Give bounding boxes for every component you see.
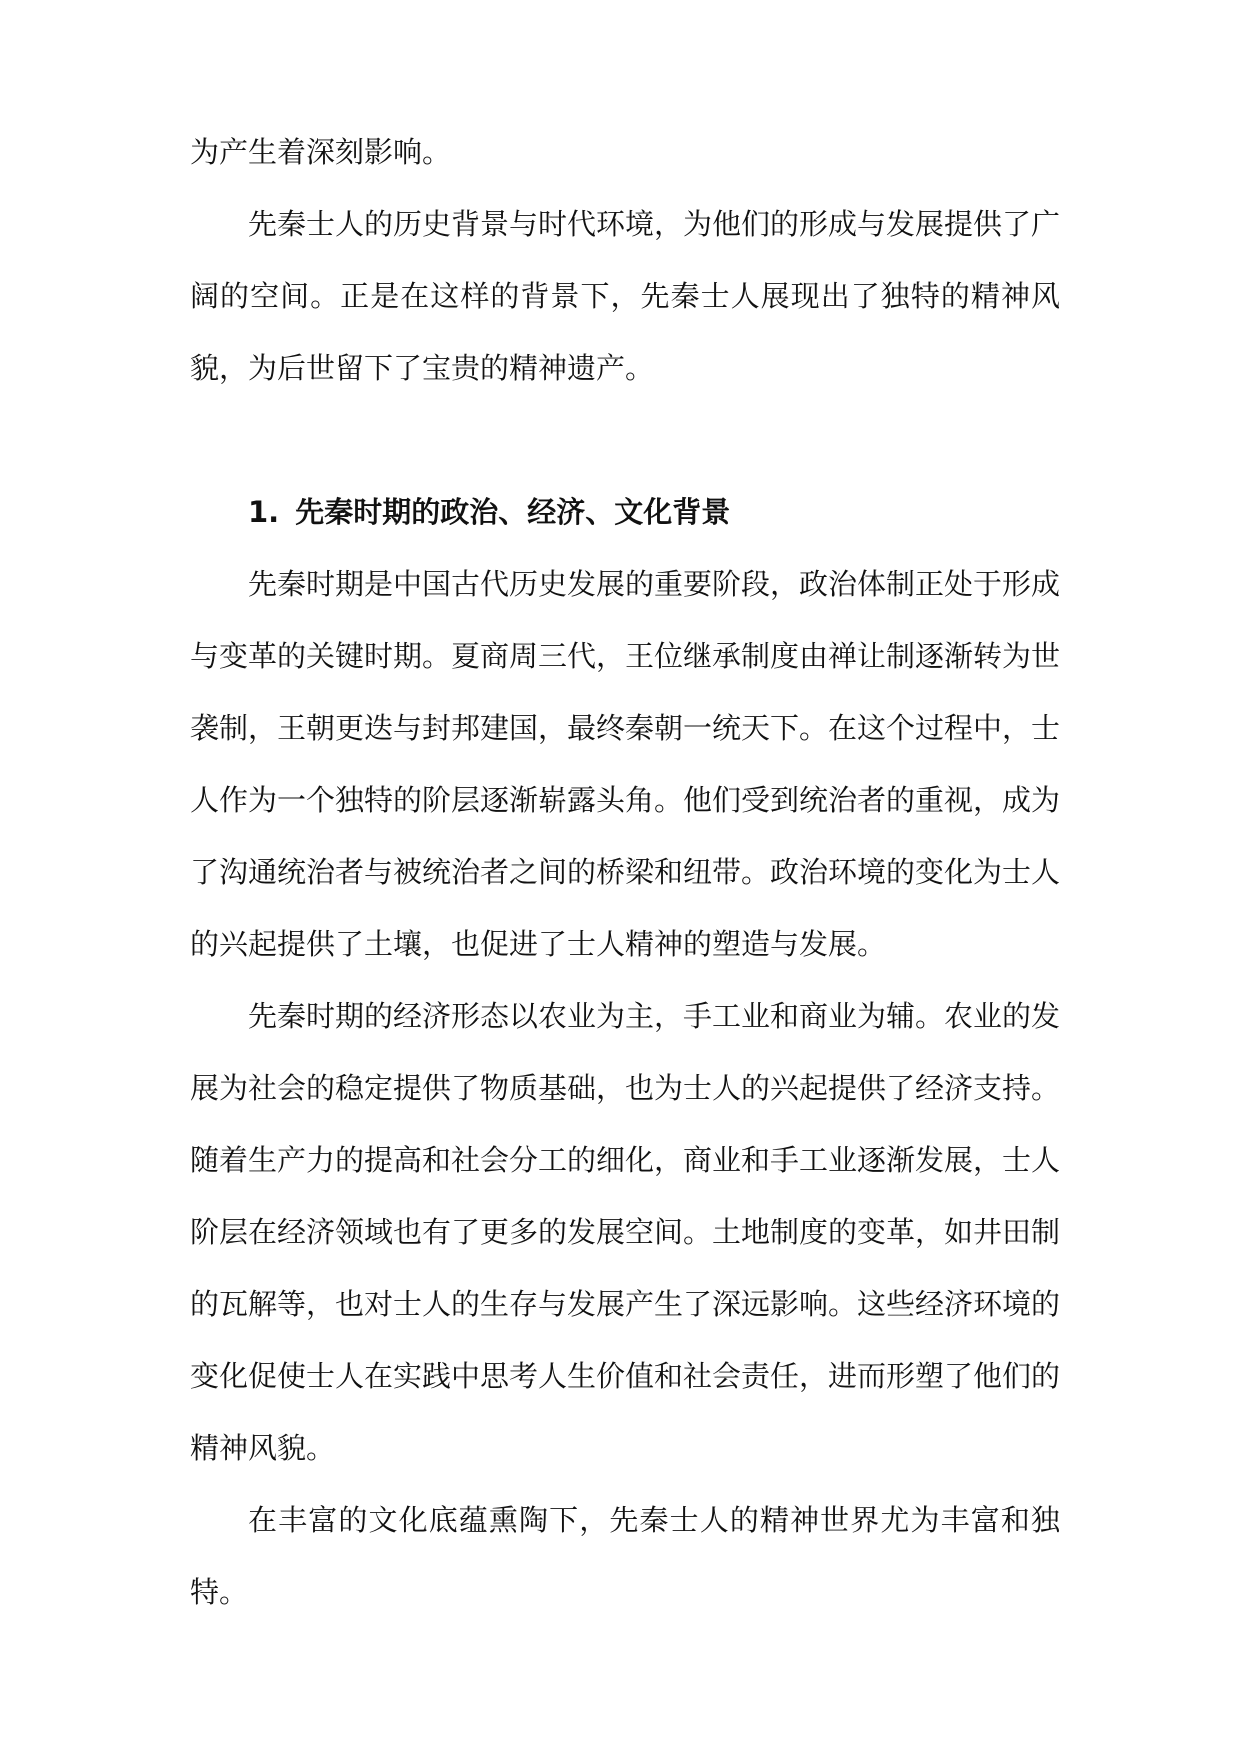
paragraph-economic-background: 先秦时期的经济形态以农业为主，手工业和商业为辅。农业的发展为社会的稳定提供了物质基础，也为士人的兴起提供了经济支持。随着生产力的提高和社会分工的细化，商业和手工业逐渐发展，士人阶层在经济领域也有了更多的发展空间。土地制度的变革，如井田制的瓦解等，也对士人的生存与发展产生了深远影响。这些经济环境的变化促使士人在实践中思考人生价值和社会责任，进而形塑了他们的精神风貌。	[190, 999, 1061, 1465]
paragraph-cultural-background: 在丰富的文化底蕴熏陶下，先秦士人的精神世界尤为丰富和独特。	[190, 1503, 1060, 1609]
paragraph-political-background: 先秦时期是中国古代历史发展的重要阶段，政治体制正处于形成与变革的关键时期。夏商周三代，王位继承制度由禅让制逐渐转为世袭制，王朝更迭与封邦建国，最终秦朝一统天下。在这个过程中，士人作为一个独特的阶层逐渐崭露头角。他们受到统治者的重视，成为了沟通统治者与被统治者之间的桥梁和纽带。政治环境的变化为士人的兴起提供了土壤，也促进了士人精神的塑造与发展。	[190, 567, 1061, 961]
section-number: 1.	[248, 495, 280, 529]
section-title: 先秦时期的政治、经济、文化背景	[295, 495, 731, 529]
section-heading	[248, 476, 1048, 548]
paragraph-continuation: 为产生着深刻影响。	[190, 135, 452, 169]
paragraph-historical-background: 先秦士人的历史背景与时代环境，为他们的形成与发展提供了广阔的空间。正是在这样的背景下，先秦士人展现出了独特的精神风貌，为后世留下了宝贵的精神遗产。	[190, 207, 1061, 385]
